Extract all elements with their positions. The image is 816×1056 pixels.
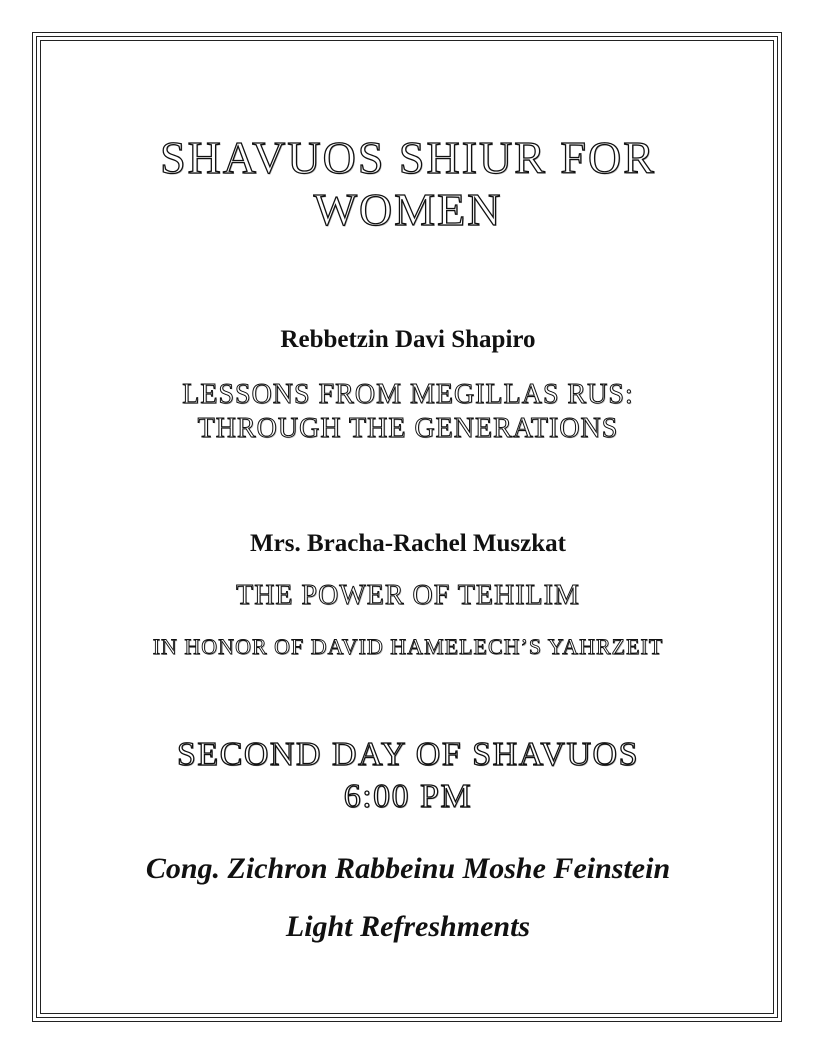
- event-refreshments: Light Refreshments: [285, 910, 531, 943]
- event-schedule: [60, 734, 756, 818]
- speaker-1-topic: [60, 378, 756, 446]
- speaker-1-topic-line-1: LESSONS FROM MEGILLAS RUS:: [182, 379, 634, 410]
- event-day: SECOND DAY OF SHAVUOS: [177, 736, 639, 773]
- flyer-title-line-1: SHAVUOS SHIUR FOR: [160, 132, 656, 183]
- speaker-2-subtopic: IN HONOR OF DAVID HAMELECH’S YAHRZEIT: [152, 634, 664, 659]
- flyer-title-line-2: WOMEN: [313, 184, 503, 235]
- speaker-1-topic-line-2: THROUGH THE GENERATIONS: [197, 413, 619, 444]
- speaker-2-name: Mrs. Bracha-Rachel Muszkat: [250, 530, 566, 557]
- event-venue: Cong. Zichron Rabbeinu Moshe Feinstein: [145, 852, 671, 885]
- flyer-title: [60, 132, 756, 236]
- speaker-2-topic: THE POWER OF TEHILIM: [236, 580, 580, 611]
- speaker-1-name: Rebbetzin Davi Shapiro: [280, 326, 536, 353]
- event-time: 6:00 PM: [343, 778, 473, 815]
